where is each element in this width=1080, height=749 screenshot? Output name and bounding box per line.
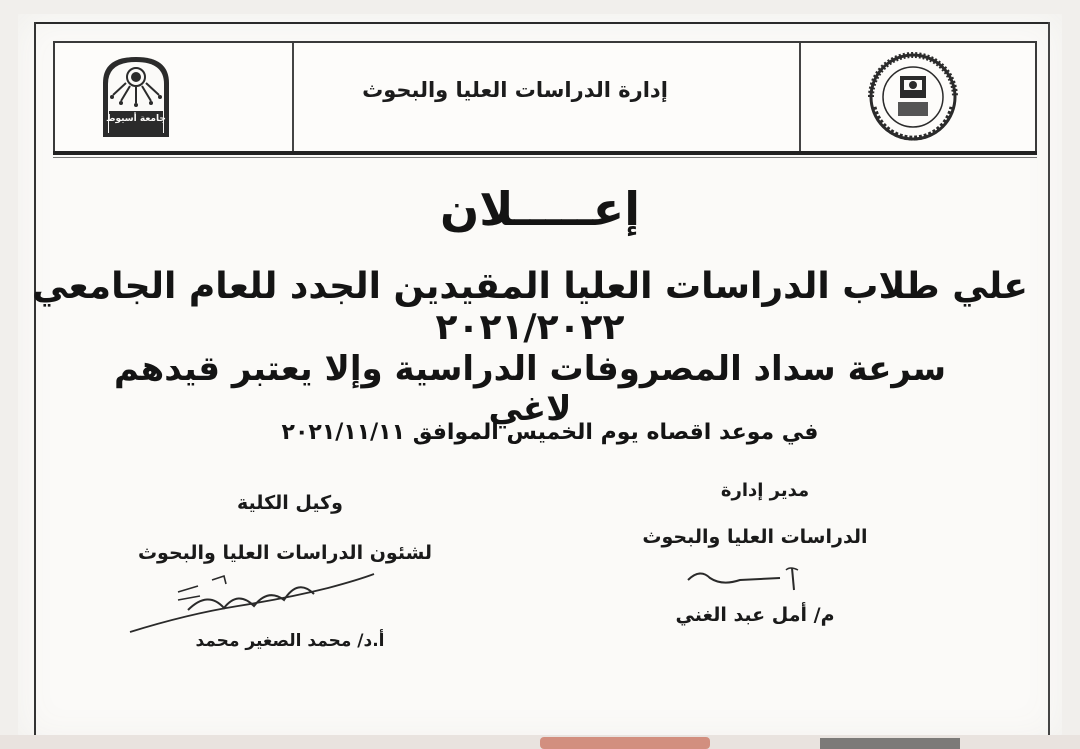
signature-right-dept: الدراسات العليا والبحوث (642, 526, 868, 548)
letterhead-divider-right (799, 43, 801, 151)
signature-left-name: أ.د/ محمد الصغير محمد (195, 631, 385, 651)
announcement-line-deadline: في موعد اقصاه يوم الخميس الموافق ٢٠٢١/١١/١١ (281, 420, 819, 445)
header-title: إدارة الدراسات العليا والبحوث (362, 78, 668, 102)
logo-text-university: جامعة أسيوط (106, 114, 166, 124)
photo-bottom-object-red (540, 737, 710, 749)
photo-bottom-object-dark (820, 738, 960, 749)
letterhead-rule (53, 151, 1037, 155)
faculty-seal-icon (862, 52, 964, 142)
signature-right-handwriting (680, 558, 810, 598)
signature-left-role: وكيل الكلية (237, 492, 343, 514)
announcement-line-students: علي طلاب الدراسات العليا المقيدين الجدد للعام الجامعي ٢٠٢١/٢٠٢٢ (32, 266, 1028, 348)
frame-right-border (1048, 22, 1050, 742)
frame-top-border (34, 22, 1050, 24)
announcement-title: إعـــــلان (440, 182, 640, 236)
announcement-line-fees: سرعة سداد المصروفات الدراسية وإلا يعتبر قيدهم لاغي (113, 349, 947, 429)
letterhead-rule-thin (53, 157, 1037, 158)
assiut-university-logo-icon (99, 53, 173, 139)
signature-left-dept: لشئون الدراسات العليا والبحوث (137, 542, 433, 564)
signature-right-name: م/ أمل عبد الغني (675, 604, 835, 626)
signature-left-handwriting (128, 570, 378, 640)
frame-left-border (34, 22, 36, 742)
signature-right-role: مدير إدارة (720, 480, 810, 501)
